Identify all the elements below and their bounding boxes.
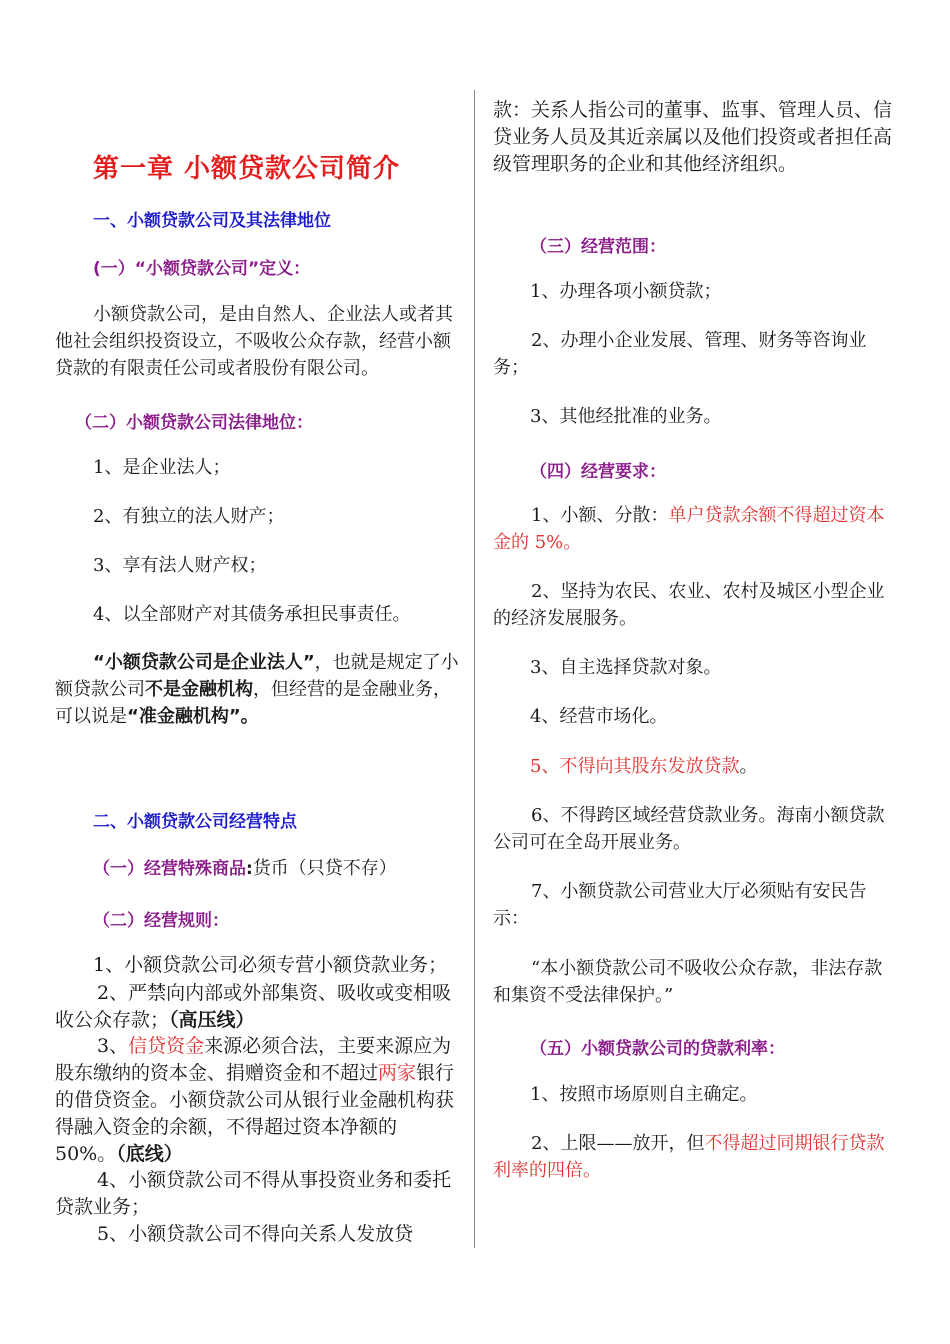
- rule-2-text: 2、严禁向内部或外部集资、吸收或变相吸收公众存款；: [55, 982, 452, 1031]
- op-rules-title: （二）经营规则：: [93, 911, 229, 931]
- rule-3-bottomline: （底线）: [116, 1143, 183, 1165]
- op-goods-value: 货币（只贷不存）: [252, 858, 397, 879]
- summary-not-financial: 不是金融机构: [145, 679, 253, 700]
- rule-3: [55, 1033, 460, 1168]
- rate-1: 1、按照市场原则自主确定。: [530, 1084, 758, 1105]
- req-7: 7、小额贷款公司营业大厅必须贴有安民告示：: [493, 881, 867, 929]
- req-6: 6、不得跨区域经营贷款业务。海南小额贷款公司可在全岛开展业务。: [493, 805, 885, 853]
- req-3: 3、自主选择贷款对象。: [530, 657, 722, 678]
- req-5-text: 5、不得向其股东发放贷款: [530, 756, 740, 777]
- req-5-end: 。: [739, 756, 758, 777]
- rate-2-text: 2、上限——放开，但: [531, 1133, 705, 1154]
- subsection-definition-title: (一）“小额贷款公司”定义：: [93, 259, 311, 279]
- req-1: [493, 502, 893, 556]
- op-goods-title: （一）经营特殊商品: [93, 859, 246, 879]
- op-goods-colon: :: [246, 859, 253, 879]
- subsection-legal-status-title: （二）小额贷款公司法律地位：: [75, 413, 313, 433]
- legal-item-2: 2、有独立的法人财产；: [93, 506, 285, 527]
- summary-quote: “小额贷款公司是企业法人”: [93, 652, 315, 673]
- legal-item-4: 4、以全部财产对其债务承担民事责任。: [93, 604, 411, 625]
- rule-3-credit-funds: 信贷资金: [128, 1035, 205, 1057]
- op-goods-line: [93, 854, 397, 880]
- chapter-title: 第一章 小额贷款公司简介: [93, 154, 401, 184]
- req-1-text: 1、小额、分散：: [531, 505, 669, 526]
- rule-3-num: 3、: [97, 1035, 129, 1057]
- legal-item-3: 3、享有法人财产权；: [93, 555, 267, 576]
- legal-item-1: 1、是企业法人；: [93, 457, 231, 478]
- legal-summary: [55, 649, 460, 730]
- subsection-scope-title: （三）经营范围：: [530, 237, 666, 257]
- rate-2-cap: 不得超过同期银行贷款利率的四倍。: [493, 1133, 885, 1181]
- scope-item-3: 3、其他经批准的业务。: [530, 406, 722, 427]
- rule-3-two-banks: 两家: [378, 1062, 417, 1084]
- scope-item-1: 1、办理各项小额贷款；: [530, 281, 722, 302]
- summary-quasi-financial: “准金融机构”。: [127, 706, 259, 727]
- req-4: 4、经营市场化。: [530, 706, 668, 727]
- rule-4: 4、小额贷款公司不得从事投资业务和委托贷款业务；: [55, 1169, 452, 1218]
- definition-text: 小额贷款公司，是由自然人、企业法人或者其他社会组织投资设立，不吸收公众存款，经营小额贷款的有限责任公司或者股份有限公司。: [55, 304, 453, 379]
- rule-2: [55, 980, 460, 1034]
- public-notice: “本小额贷款公司不吸收公众存款，非法存款和集资不受法律保护。”: [493, 958, 883, 1006]
- rate-2: [493, 1130, 893, 1184]
- rule-5: 5、小额贷款公司不得向关系人发放贷: [97, 1223, 414, 1245]
- summary-text-c: ，但经营的是金融业务，可以说是: [55, 679, 451, 727]
- subsection-requirements-title: （四）经营要求：: [530, 462, 666, 482]
- column-divider: [474, 90, 475, 1248]
- section-1-title: 一、小额贷款公司及其法律地位: [93, 211, 331, 231]
- rule-3-mid: 来源必须合法，主要来源应为股东缴纳的资本金、捐赠资金和不超过: [55, 1035, 452, 1084]
- rule-3-post: 银行的借贷资金。小额贷款公司从银行业金融机构获得融入资金的余额，不得超过资本净额的 50%。: [55, 1062, 455, 1165]
- subsection-interest-rate-title: （五）小额贷款公司的贷款利率：: [530, 1039, 785, 1059]
- rule-2-highvoltage: （高压线）: [169, 1009, 255, 1031]
- rule-1: 1、小额贷款公司必须专营小额贷款业务；: [93, 954, 448, 976]
- section-2-title: 二、小额贷款公司经营特点: [93, 812, 297, 832]
- req-2: 2、坚持为农民、农业、农村及城区小型企业的经济发展服务。: [493, 581, 885, 629]
- req-5: [530, 753, 757, 780]
- scope-item-2: 2、办理小企业发展、管理、财务等咨询业务；: [493, 330, 867, 378]
- rule-5-continued: 款：关系人指公司的董事、监事、管理人员、信贷业务人员及其近亲属以及他们投资或者担任高级管理职务的企业和其他经济组织。: [493, 99, 893, 175]
- req-1-limit: 单户贷款余额不得超过资本金的 5%。: [493, 505, 885, 553]
- summary-text-a: ，也就是规定了小额贷款公司: [55, 652, 459, 700]
